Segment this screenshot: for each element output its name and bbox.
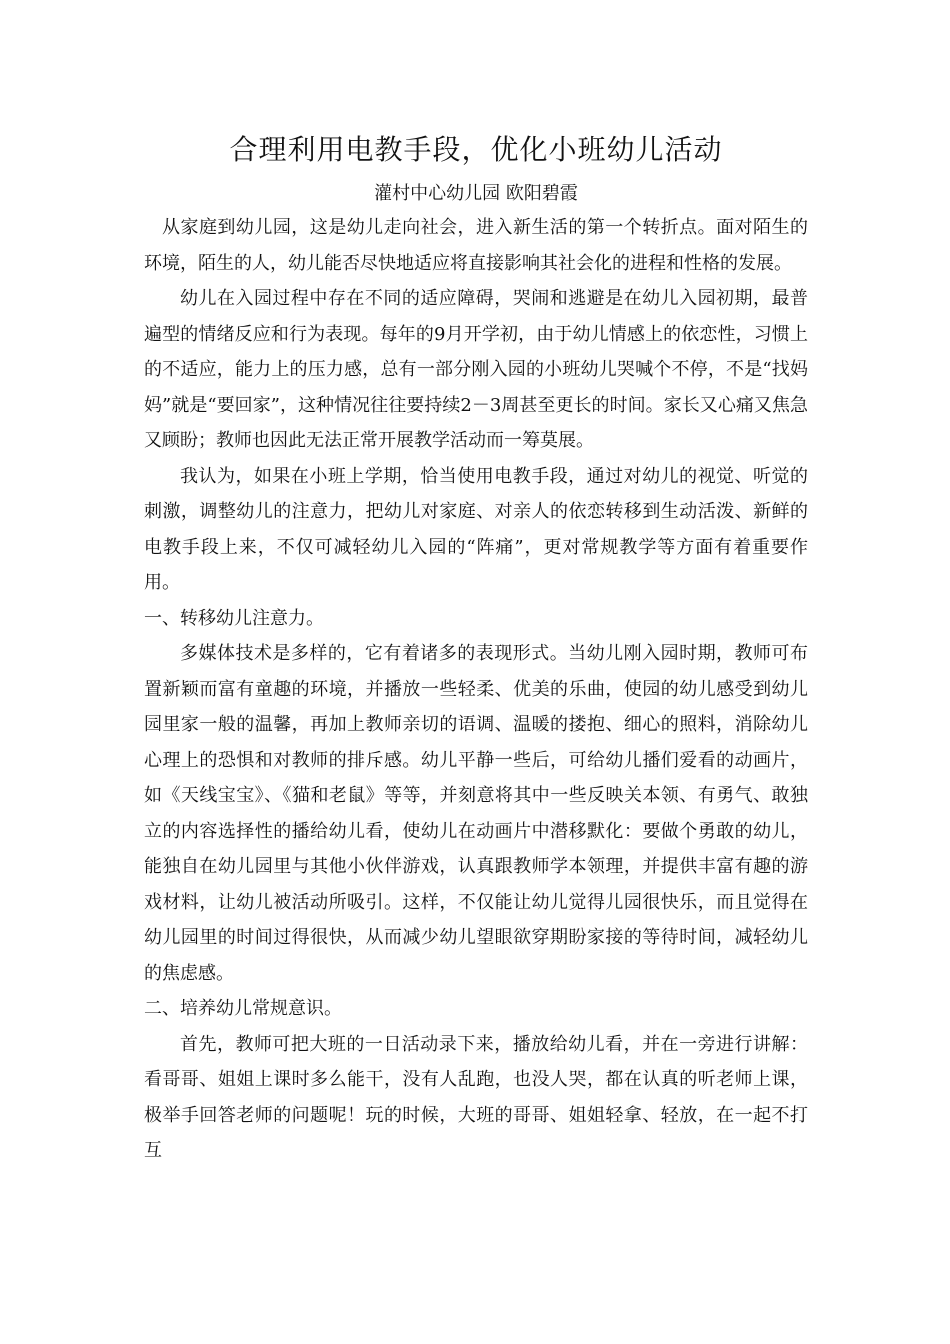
document-title: 合理利用电教手段，优化小班幼儿活动 bbox=[229, 133, 723, 166]
section-heading-2: 二、培养幼儿常规意识。 bbox=[144, 998, 342, 1019]
paragraph-intro-1: 从家庭到幼儿园，这是幼儿走向社会，进入新生活的第一个转折点。面对陌生的环境，陌生的人，幼儿能否尽快地适应将直接影响其社会化的进程和性格的发展。 bbox=[144, 217, 808, 274]
paragraph-section-2: 首先，教师可把大班的一日活动录下来，播放给幼儿看，并在一旁进行讲解：看哥哥、姐姐上课时多么能干，没有人乱跑，也没人哭，都在认真的听老师上课，极举手回答老师的问题呢！玩的时候，大班的哥哥、姐姐轻拿、轻放，在一起不打互 bbox=[144, 1033, 808, 1161]
paragraph-intro-2: 幼儿在入园过程中存在不同的适应障碍，哭闹和逃避是在幼儿入园初期，最普遍型的情绪反应和行为表现。每年的9月开学初，由于幼儿情感上的依恋性，习惯上的不适应，能力上的压力感，总有一部分刚入园的小班幼儿哭喊个不停，不是“找妈妈”就是“要回家”，这种情况往往要持续2－3周甚至更长的时间。家长又心痛又焦急又顾盼；教师也因此无法正常开展教学活动而一筹莫展。 bbox=[144, 288, 808, 451]
paragraph-section-1: 多媒体技术是多样的，它有着诸多的表现形式。当幼儿刚入园时期，教师可布置新颖而富有童趣的环境，并播放一些轻柔、优美的乐曲，使园的幼儿感受到幼儿园里家一般的温馨，再加上教师亲切的语调、温暖的搂抱、细心的照料，消除幼儿心理上的恐惧和对教师的排斥感。幼儿平静一些后，可给幼儿播们爱看的动画片，如《天线宝宝》、《猫和老鼠》等等，并刻意将其中一些反映关本领、有勇气、敢独立的内容选择性的播给幼儿看，使幼儿在动画片中潜移默化：要做个勇敢的幼儿，能独自在幼儿园里与其他小伙伴游戏，认真跟教师学本领理，并提供丰富有趣的游戏材料，让幼儿被活动所吸引。这样，不仅能让幼儿觉得儿园很快乐，而且觉得在幼儿园里的时间过得很快，从而减少幼儿望眼欲穿期盼家接的等待时间，减轻幼儿的焦虑感。 bbox=[144, 643, 808, 984]
paragraph-intro-3: 我认为，如果在小班上学期，恰当使用电教手段，通过对幼儿的视觉、听觉的刺激，调整幼儿的注意力，把幼儿对家庭、对亲人的依恋转移到生动活泼、新鲜的电教手段上来，不仅可减轻幼儿入园的“阵痛”，更对常规教学等方面有着重要作用。 bbox=[144, 465, 808, 593]
document-page bbox=[144, 128, 808, 1169]
author-byline: 灌村中心幼儿园 欧阳碧霞 bbox=[374, 183, 578, 204]
section-heading-1: 一、转移幼儿注意力。 bbox=[144, 607, 324, 629]
